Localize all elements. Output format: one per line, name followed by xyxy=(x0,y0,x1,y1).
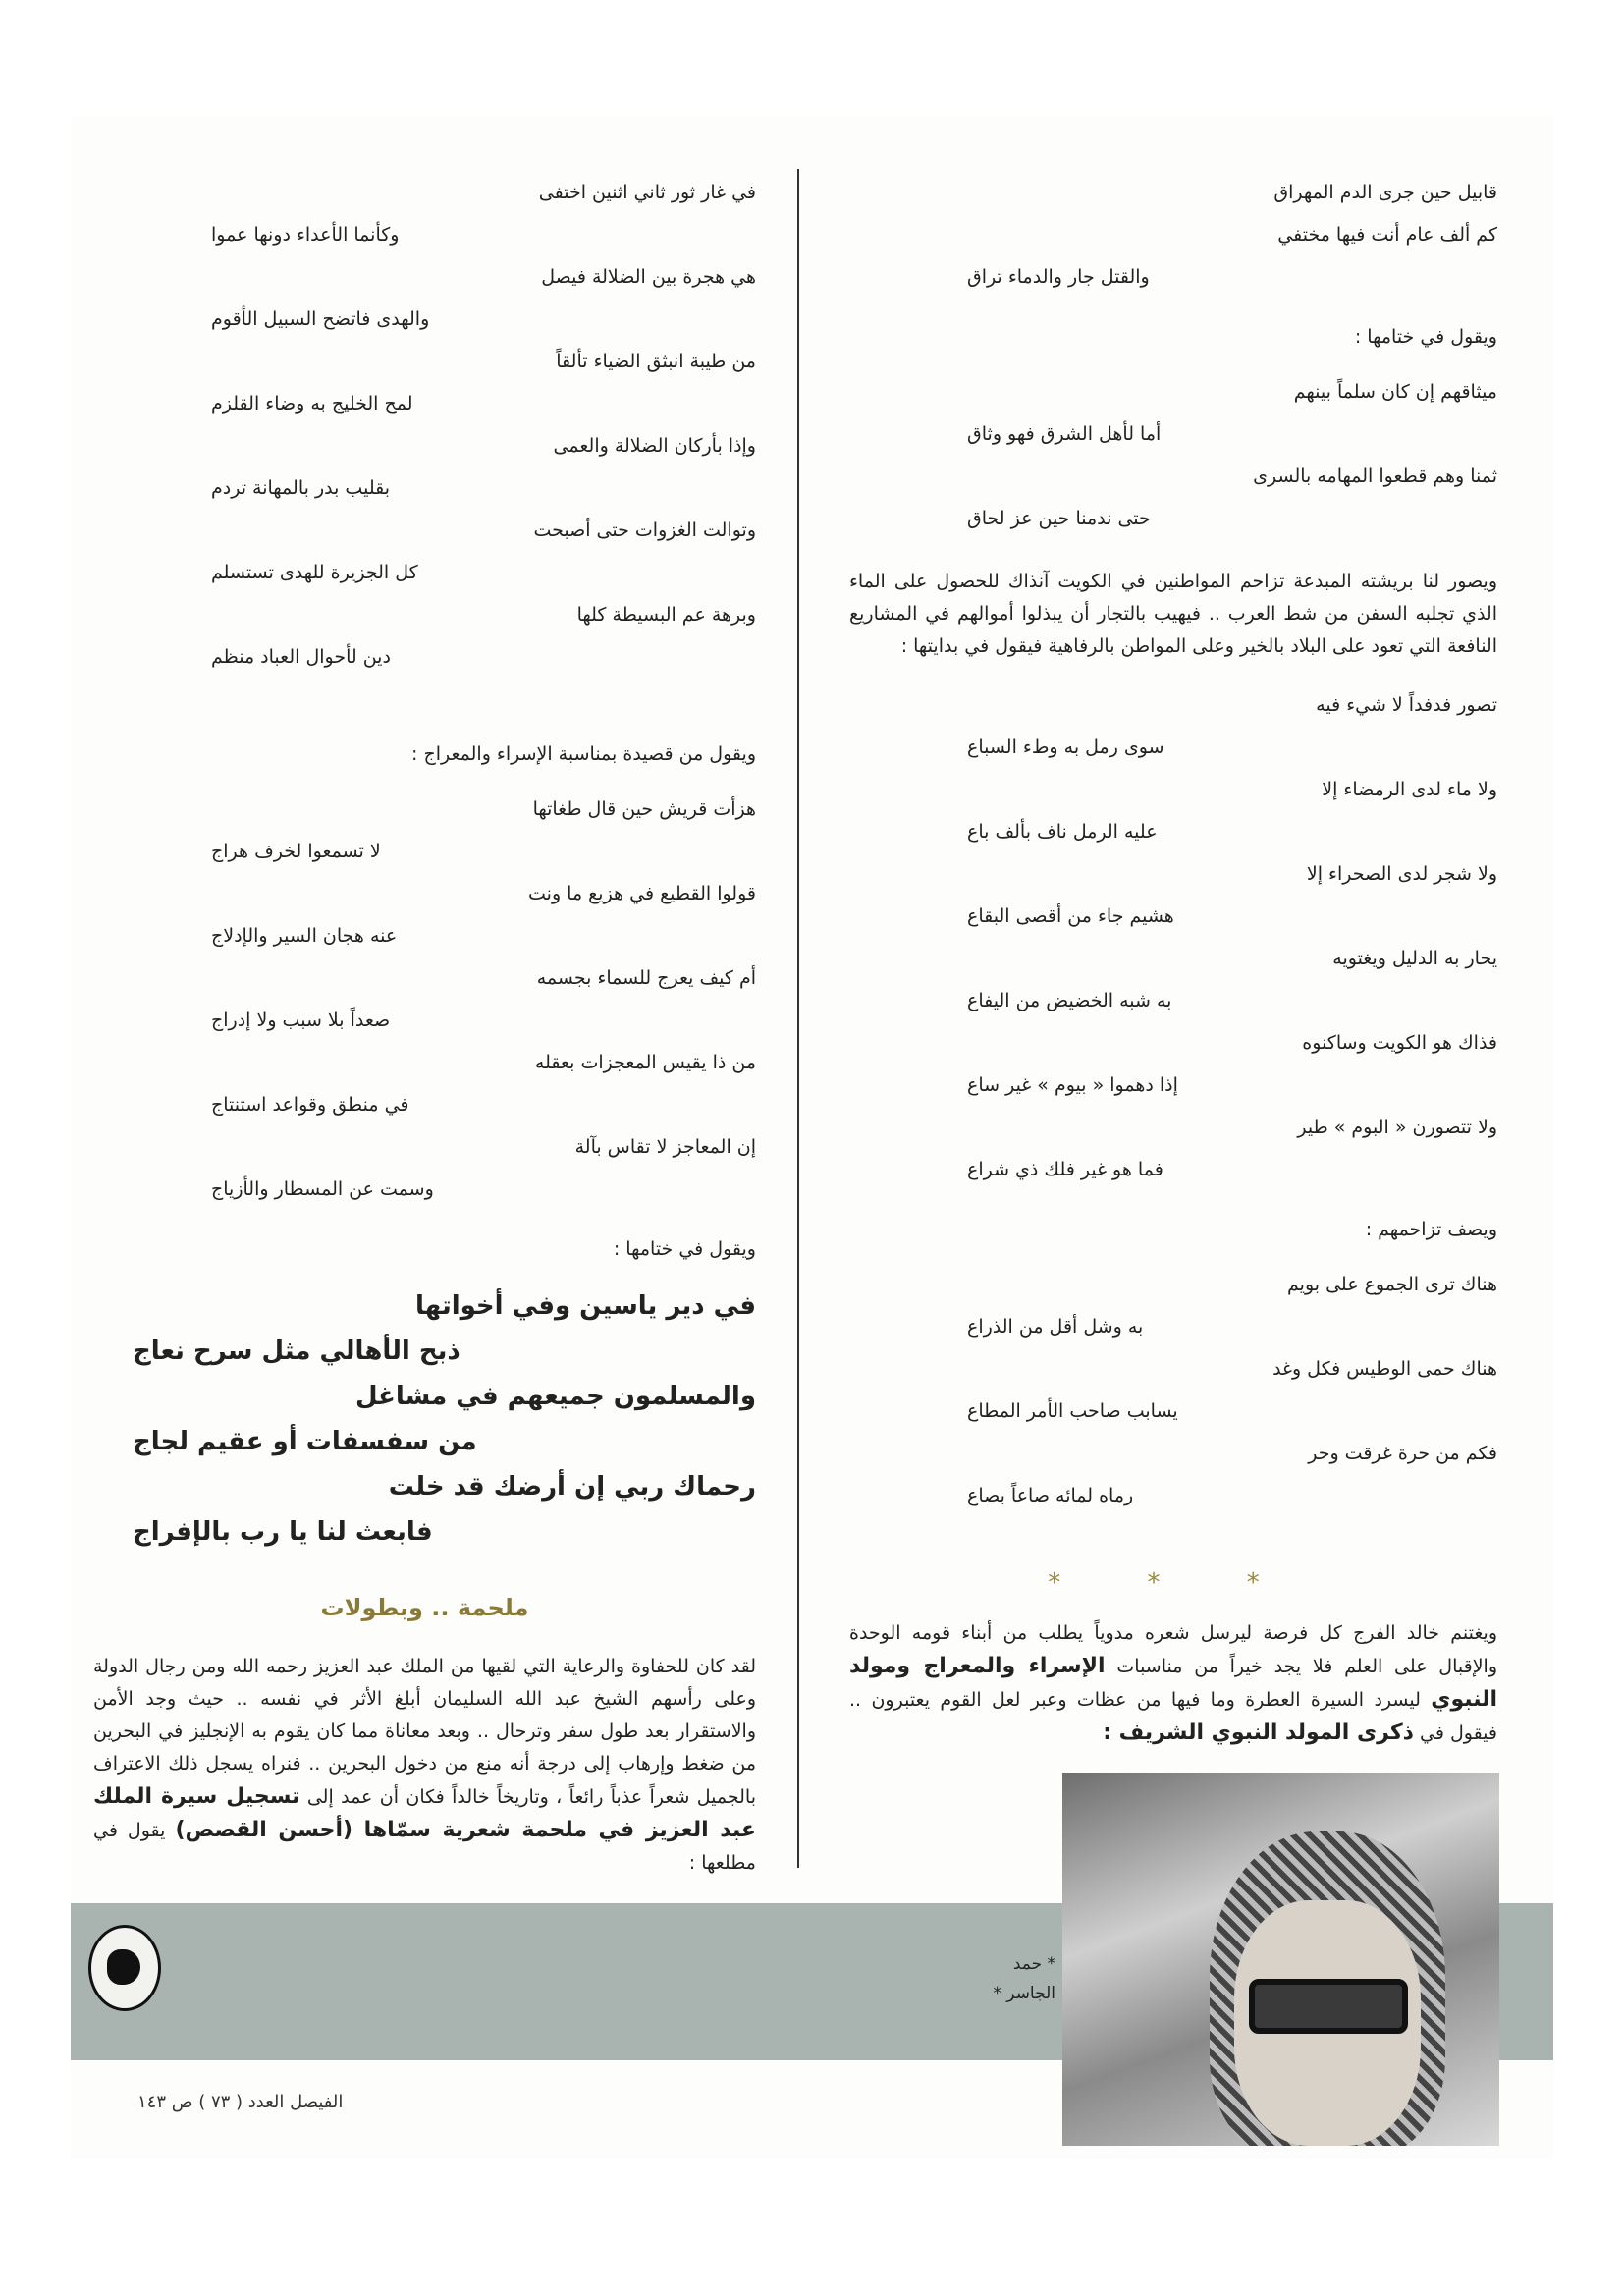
verse-line xyxy=(849,1022,1497,1065)
prose-text: ويغتنم خالد الفرج كل فرصة ليرسل شعره مدوياً يطلب من أبناء قومه الوحدة والإقبال على العلم فلا يجد خيراً من مناسبات xyxy=(849,1622,1497,1677)
verse-line xyxy=(849,1475,1497,1517)
verse-line xyxy=(849,498,1497,540)
verse-line xyxy=(93,299,756,341)
verse-block xyxy=(849,684,1497,1191)
verse-line xyxy=(849,172,1497,214)
verse-text: فابعث لنا يا رب بالإفراج xyxy=(133,1517,433,1547)
verse-text: في غار ثور ثاني اثنين اختفى xyxy=(538,182,756,203)
intro-text: ويقول في ختامها : xyxy=(1354,326,1497,348)
verse-line xyxy=(849,853,1497,896)
verse-line xyxy=(849,413,1497,456)
verse-text: والمسلمون جميعهم في مشاغل xyxy=(354,1382,756,1411)
magazine-logo-icon xyxy=(88,1925,161,2011)
verse-line xyxy=(93,256,756,299)
verse-text: والهدى فاتضح السبيل الأقوم xyxy=(211,308,430,330)
prose-bold: ذكرى المولد النبوي الشريف : xyxy=(1103,1721,1414,1745)
verse-line xyxy=(849,1107,1497,1149)
verse-text: به وشل أقل من الذراع xyxy=(967,1316,1144,1338)
verse-line xyxy=(93,831,756,873)
verse-block-bold xyxy=(93,1284,756,1555)
verse-line xyxy=(93,1464,756,1509)
prose-text: لقد كان للحفاوة والرعاية التي لقيها من الملك عبد العزيز رحمه الله ومن رجال الدولة وعلى رأسهم الشيخ عبد الله السليمان أبلغ الأثر في نفسه .. حيث وجد الأمن والاستقرار بعد طول سفر وترحال .. وبعد معاناة مما كان يقوم به الإنجليز في البحرين من ضغط وإرهاب إلى درجة أنه منع من دخول البحرين .. فنراه يسجل ذلك الاعتراف بالجميل شعراً عذباً رائعاً ، وتاريخاً خالداً فكان أن عمد إلى xyxy=(93,1656,756,1808)
verse-line xyxy=(93,552,756,594)
verse-line xyxy=(849,256,1497,299)
verse-text: رماه لمائه صاعاً بصاع xyxy=(967,1485,1134,1506)
verse-line xyxy=(93,594,756,636)
verse-text: وبرهة عم البسيطة كلها xyxy=(576,604,756,626)
verse-text: من ذا يقيس المعجزات بعقله xyxy=(534,1052,756,1073)
verse-text: هشيم جاء من أقصى البقاع xyxy=(967,905,1174,927)
verse-line xyxy=(849,1348,1497,1391)
intro-text: ويقول من قصيدة بمناسبة الإسراء والمعراج : xyxy=(411,743,756,765)
verse-line xyxy=(849,214,1497,256)
verse-text: هزأت قريش حين قال طغاتها xyxy=(532,798,756,820)
verse-line xyxy=(93,1419,756,1464)
verse-line xyxy=(93,172,756,214)
left-column xyxy=(93,172,756,1880)
verse-text: عليه الرمل ناف بألف باع xyxy=(967,821,1158,843)
verse-text: كم ألف عام أنت فيها مختفي xyxy=(1277,224,1497,246)
verse-line xyxy=(849,1306,1497,1348)
prose-paragraph: ويصور لنا بريشته المبدعة تزاحم المواطنين في الكويت آنذاك للحصول على الماء الذي تجلبه السفن من شط العرب .. فيهيب بالتجار أن يبذلوا أموالهم في المشاريع النافعة التي تعود على البلاد بالخير وعلى المواطن بالرفاهية فيقول في بدايتها : xyxy=(849,571,1497,657)
verse-line xyxy=(93,1329,756,1374)
portrait-photo xyxy=(1062,1773,1499,2146)
glasses xyxy=(1249,1979,1408,2034)
verse-line xyxy=(93,789,756,831)
verse-text: رحماك ربي إن أرضك قد خلت xyxy=(388,1472,756,1502)
verse-line xyxy=(93,510,756,552)
verse-text: حتى ندمنا حين عز لحاق xyxy=(967,508,1151,529)
verse-line xyxy=(849,769,1497,811)
verse-line xyxy=(93,957,756,1000)
verse-text: كل الجزيرة للهدى تستسلم xyxy=(211,562,418,583)
verse-text: وتوالت الغزوات حتى أصبحت xyxy=(533,519,756,541)
verse-line xyxy=(849,371,1497,413)
verse-text: بقليب بدر بالمهانة تردم xyxy=(211,477,391,499)
verse-block xyxy=(849,172,1497,299)
verse-text: قولوا القطيع في هزيع ما ونت xyxy=(528,883,756,904)
verse-line xyxy=(93,425,756,467)
verse-line xyxy=(849,1433,1497,1475)
intro-text: ويصف تزاحمهم : xyxy=(1365,1219,1497,1240)
verse-text: عنه هجان السير والإدلاج xyxy=(211,925,398,947)
intro-text: ويقول في ختامها : xyxy=(613,1238,756,1260)
verse-line xyxy=(93,1284,756,1329)
verse-line xyxy=(93,1374,756,1419)
verse-block xyxy=(93,789,756,1211)
verse-line xyxy=(93,1000,756,1042)
verse-text: دين لأحوال العباد منظم xyxy=(211,646,391,668)
right-column xyxy=(849,172,1497,1750)
verse-block xyxy=(93,172,756,679)
verse-text: إن المعاجز لا تقاس بآلة xyxy=(574,1136,756,1158)
verse-text: ميثاقهم إن كان سلماً بينهم xyxy=(1293,381,1497,403)
verse-block xyxy=(849,371,1497,540)
page-footer: الفيصل العدد ( ٧٣ ) ص ١٤٣ xyxy=(137,2092,344,2112)
prose-text: يقول في مطلعها : xyxy=(93,1820,756,1874)
verse-text: صعداً بلا سبب ولا إدراج xyxy=(211,1010,391,1031)
verse-text: ثمنا وهم قطعوا المهامه بالسرى xyxy=(1253,465,1497,487)
verse-line xyxy=(849,980,1497,1022)
verse-text: لمح الخليج به وضاء القلزم xyxy=(211,393,413,414)
verse-line xyxy=(93,1509,756,1555)
verse-line xyxy=(849,1149,1497,1191)
verse-line xyxy=(849,1065,1497,1107)
verse-text: هي هجرة بين الضلالة فيصل xyxy=(541,266,756,288)
verse-line xyxy=(849,896,1497,938)
verse-text: هناك ترى الجموع على بويم xyxy=(1287,1274,1497,1295)
column-divider xyxy=(797,169,799,1868)
verse-text: فذاك هو الكويت وساكنوه xyxy=(1302,1032,1497,1054)
verse-text: ولا ماء لدى الرمضاء إلا xyxy=(1322,779,1497,800)
verse-text: به شبه الخضيض من اليفاع xyxy=(967,990,1172,1011)
caption-line: * حمد xyxy=(1012,1954,1055,1974)
verse-line xyxy=(849,938,1497,980)
verse-text: وكأنما الأعداء دونها عموا xyxy=(211,224,400,246)
verse-text: ولا تتصورن « البوم » طير xyxy=(1297,1117,1497,1138)
verse-line xyxy=(93,383,756,425)
section-separator: * * * xyxy=(1048,1568,1299,1598)
caption-line: الجاسر * xyxy=(993,1984,1055,2003)
verse-line xyxy=(93,1169,756,1211)
prose-bold: تسجيل سيرة الملك عبد العزيز في ملحمة شعرية سمّاها (أحسن القصص) xyxy=(93,1784,756,1842)
verse-text: في دير ياسين وفي أخواتها xyxy=(415,1291,756,1321)
verse-line xyxy=(849,727,1497,769)
verse-text: وإذا بأركان الضلالة والعمى xyxy=(553,435,756,457)
verse-text: فكم من حرة غرقت وحر xyxy=(1308,1443,1497,1464)
verse-line xyxy=(849,684,1497,727)
verse-line xyxy=(849,1264,1497,1306)
verse-line xyxy=(93,467,756,510)
prose-paragraph xyxy=(93,1651,756,1880)
verse-text: ولا شجر لدى الصحراء إلا xyxy=(1306,863,1497,885)
verse-line xyxy=(93,1084,756,1126)
verse-text: سوى رمل به وطء السباع xyxy=(967,737,1164,758)
section-title: ملحمة .. وبطولات xyxy=(320,1594,529,1621)
verse-line xyxy=(93,1042,756,1084)
verse-line xyxy=(93,915,756,957)
verse-line xyxy=(93,873,756,915)
verse-text: يسابب صاحب الأمر المطاع xyxy=(967,1400,1178,1422)
verse-block xyxy=(849,1264,1497,1517)
prose-paragraph xyxy=(849,1617,1497,1750)
verse-text: وسمت عن المسطار والأزياج xyxy=(211,1178,434,1200)
verse-line xyxy=(849,1391,1497,1433)
verse-text: تصور فدفداً لا شيء فيه xyxy=(1316,694,1497,716)
verse-line xyxy=(93,636,756,679)
verse-text: من طيبة انبثق الضياء تألقاً xyxy=(556,351,756,372)
verse-text: والقتل جار والدماء تراق xyxy=(967,266,1150,288)
verse-line xyxy=(93,341,756,383)
verse-line xyxy=(93,1126,756,1169)
verse-line xyxy=(93,214,756,256)
verse-text: ذبح الأهالي مثل سرح نعاج xyxy=(133,1337,460,1366)
verse-text: أم كيف يعرج للسماء بجسمه xyxy=(536,967,756,989)
prose-text: ليسرد السيرة العطرة وما فيها من عظات وعبر لعل القوم يعتبرون .. فيقول في xyxy=(849,1689,1497,1744)
verse-line xyxy=(849,456,1497,498)
verse-line xyxy=(849,811,1497,853)
verse-text: قابيل حين جرى الدم المهراق xyxy=(1273,182,1497,203)
verse-text: هناك حمى الوطيس فكل وغد xyxy=(1272,1358,1497,1380)
verse-text: في منطق وقواعد استنتاج xyxy=(211,1094,409,1116)
verse-text: من سفسفات أو عقيم لجاج xyxy=(133,1427,477,1456)
verse-text: إذا دهموا « بيوم » غير ساع xyxy=(967,1074,1178,1096)
prose-bold: الإسراء والمعراج ومولد النبوي xyxy=(849,1654,1497,1712)
photo-caption xyxy=(967,1949,1055,2008)
verse-text: أما لأهل الشرق فهو وثاق xyxy=(967,423,1162,445)
verse-text: يحار به الدليل ويغتويه xyxy=(1332,948,1497,969)
verse-text: لا تسمعوا لخرف هراج xyxy=(211,841,381,862)
verse-text: فما هو غير فلك ذي شراع xyxy=(967,1159,1163,1180)
